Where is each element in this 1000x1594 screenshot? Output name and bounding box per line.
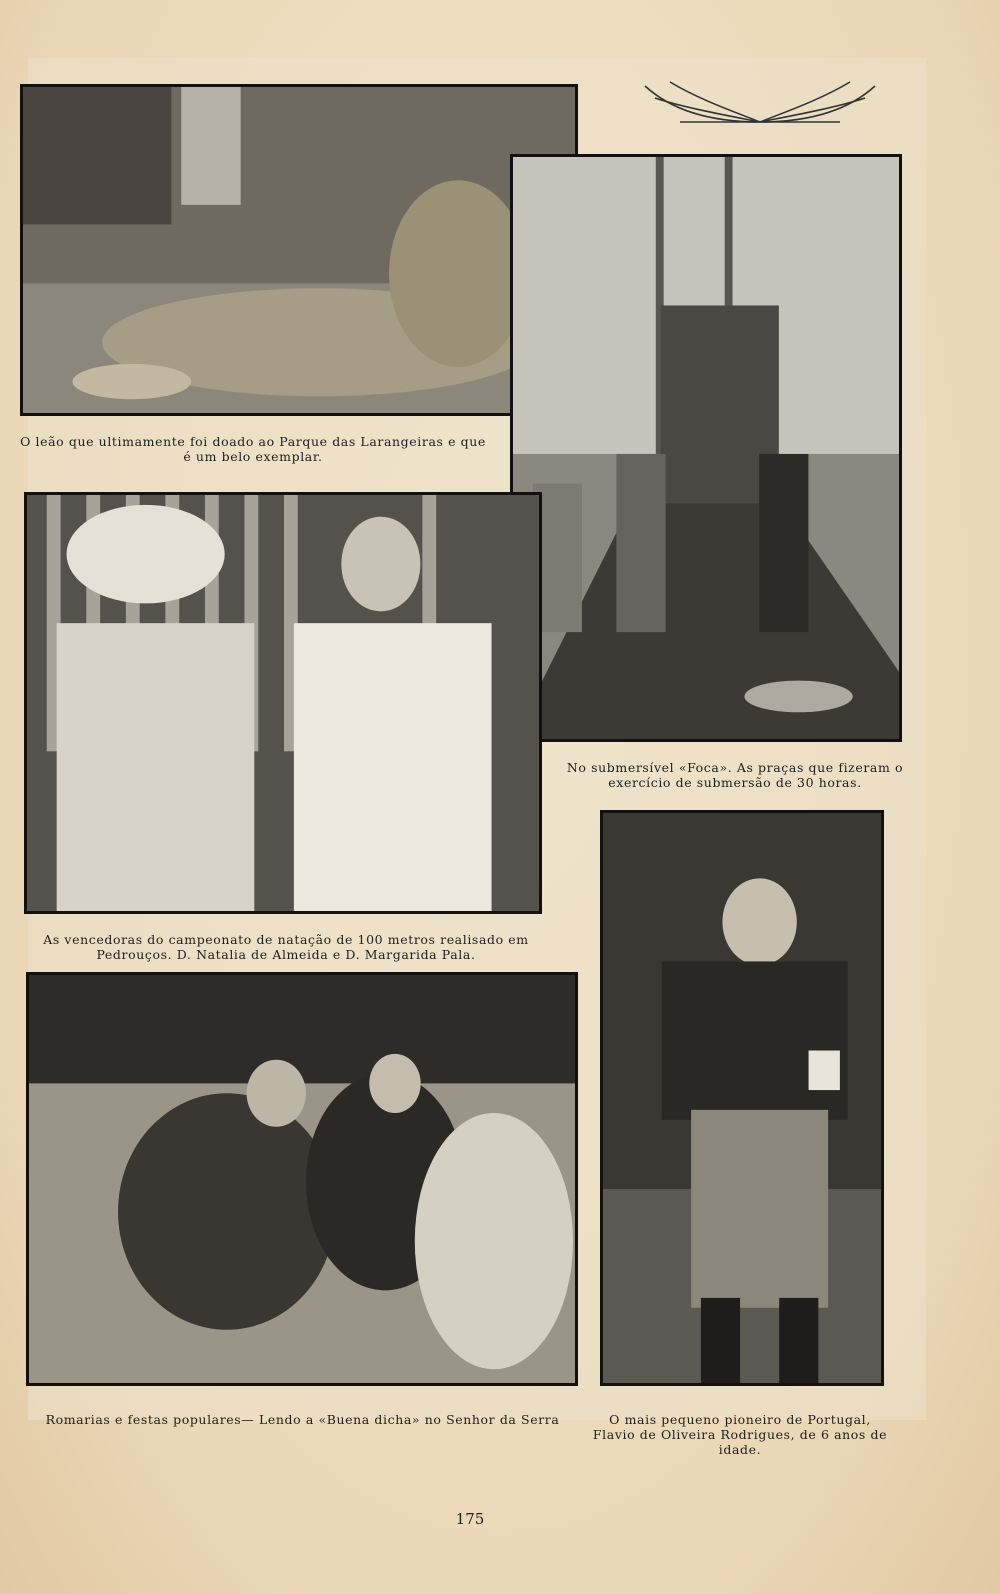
pioneer-photo bbox=[600, 810, 884, 1386]
submarine-photo bbox=[510, 154, 902, 742]
swimmers-caption: As vencedoras do campeonato de natação de 100 metros realisado em Pedrouços. D. Natalia de Almeida e D. Margarida Pala. bbox=[43, 932, 529, 962]
swimmers-photo bbox=[24, 492, 542, 914]
pioneer-caption: O mais pequeno pioneiro de Portugal, Flavio de Oliveira Rodrigues, de 6 anos de idade. bbox=[592, 1412, 888, 1457]
decorative-ornament bbox=[640, 78, 880, 132]
romaria-caption: Romarias e festas populares— Lendo a «Buena dicha» no Senhor da Serra bbox=[45, 1412, 560, 1427]
submarine-caption: No submersível «Foca». As praças que fizeram o exercício de submersão de 30 horas. bbox=[566, 760, 904, 790]
romaria-photo bbox=[26, 972, 578, 1386]
lion-photo bbox=[20, 84, 578, 416]
page-number: 175 bbox=[455, 1510, 485, 1528]
lion-caption: O leão que ultimamente foi doado ao Parque das Larangeiras e que é um belo exemplar. bbox=[20, 434, 486, 464]
